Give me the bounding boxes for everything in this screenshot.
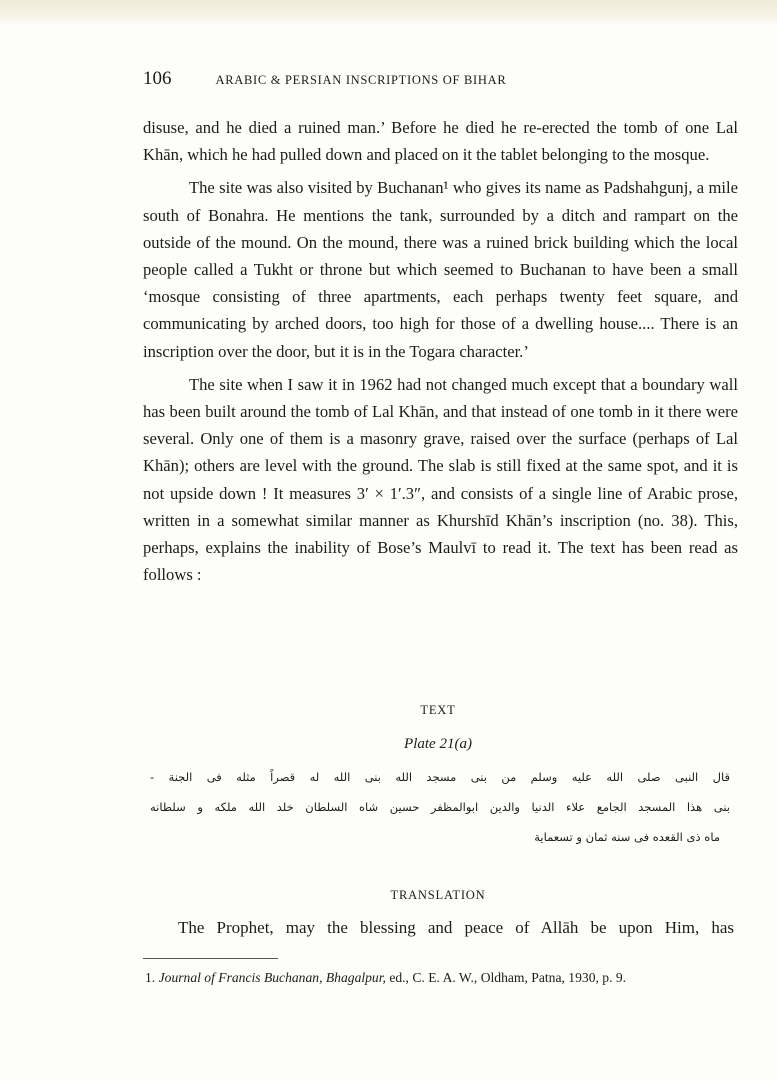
paragraph-continuation: disuse, and he died a ruined man.’ Before he died he re-erected the tomb of one Lal Khān, which he had pulled down and placed on it the tablet belonging to the mosque.: [143, 118, 738, 165]
arabic-inscription-line-2: بنی هذا المسجد الجامع علاء الدنیا والدین ابوالمظفر حسین شاه السلطان خلد الله ملکه و سلطانه: [150, 800, 730, 814]
footnote-number: 1.: [145, 970, 156, 985]
text-heading: TEXT: [420, 703, 456, 717]
page-number: 106: [143, 68, 172, 89]
paragraph-buchanan: The site was also visited by Buchanan¹ who gives its name as Padshahgunj, a mile south of Bonahra. He mentions the tank, surrounded by a ditch and rampart on the outside of the mound. On the mound, there was a ruined brick building which the local people called a Tukht or throne but which seemed to Buchanan to have been a small ‘mosque consisting of three apartments, each perhaps twenty feet square, and communicating by arched doors, too high for those of a dwelling house.... There is an inscription over the door, but it is in the Togara character.’: [143, 178, 738, 361]
arabic-inscription-line-3: ماه ذی القعده فی سنه ثمان و تسعمایة: [534, 830, 720, 844]
running-title: ARABIC & PERSIAN INSCRIPTIONS OF BIHAR: [215, 73, 507, 87]
footnote-details: ed., C. E. A. W., Oldham, Patna, 1930, p. 9.: [389, 970, 627, 985]
footnote-title: Journal of Francis Buchanan, Bhagalpur,: [158, 970, 386, 985]
footnote: [145, 970, 735, 986]
body-text: [143, 114, 738, 594]
footnote-divider: [143, 958, 278, 959]
translation-heading: TRANSLATION: [390, 888, 486, 902]
arabic-inscription-line-1: قال النبی صلی الله علیه وسلم من بنی مسجد الله بنی الله له قصراً مثله فی الجنة -: [150, 770, 730, 784]
paragraph-site-1962: The site when I saw it in 1962 had not changed much except that a boundary wall has been built around the tomb of Lal Khān, and that instead of one tomb in it there were several. Only one of them is a masonry grave, raised over the surface (perhaps of Lal Khān); others are level with the ground. The slab is still fixed at the same spot, and it is not upside down ! It measures 3′ × 1′.3″, and consists of a single line of Arabic prose, written in a somewhat similar manner as Khurshīd Khān’s inscription (no. 38). This, perhaps, explains the inability of Bose’s Maulvī to read it. The text has been read as follows :: [143, 374, 738, 585]
scan-edge: [0, 0, 777, 26]
translation-text: The Prophet, may the blessing and peace of Allāh be upon Him, has: [178, 918, 734, 937]
page-header: [143, 68, 613, 90]
plate-caption: Plate 21(a): [404, 736, 472, 752]
